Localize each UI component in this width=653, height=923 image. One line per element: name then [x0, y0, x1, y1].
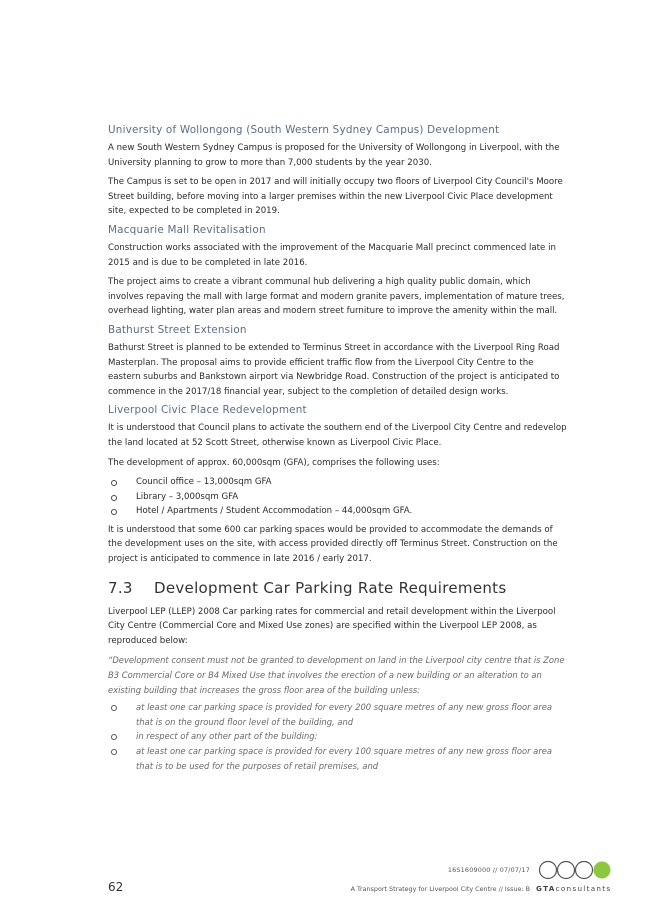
- civic-paragraph-3: It is understood that some 600 car parking spaces would be provided to accommodate the demands of the development uses on the site, with access provided directly off Terminus Street. Construction on the project is anticipated to commence in late 2016 / early 2017.: [108, 524, 558, 565]
- list-item: Library – 3,000sqm GFA: [108, 490, 568, 505]
- page-number: 62: [108, 880, 124, 894]
- logo-bold-text: GTA: [536, 884, 556, 893]
- bathurst-paragraph-1: Bathurst Street is planned to be extended to Terminus Street in accordance with the Liverpool Ring Road Masterplan. The proposal aims to provide efficient traffic flow from the Liverpool City Centre to the eastern suburbs and Bankstown airport via Newbridge Road. Construction of the project is anticipated to commence in the 2017/18 financial year, subject to the completion of detailed design works.: [108, 342, 560, 397]
- list-item: at least one car parking space is provided for every 100 square metres of any new gross floor area that is to be used for the purposes of retail premises, and: [108, 744, 568, 773]
- gta-consultants-logo: [536, 858, 618, 898]
- civic-paragraph-2: The development of approx. 60,000sqm (GFA), comprises the following uses:: [108, 457, 440, 468]
- macquarie-paragraph-2: The project aims to create a vibrant communal hub delivering a high quality public domain, which involves repaving the mall with large format and modern granite pavers, implementation of mature trees, overhead lighting, water plan areas and modern street furniture to improve the amenity within the mall.: [108, 277, 565, 317]
- uow-paragraph-1: A new South Western Sydney Campus is proposed for the University of Wollongong in Liverpool, with the University planning to grow to more than 7,000 students by the year 2030.: [108, 143, 560, 168]
- section-title: Development Car Parking Rate Requirements: [154, 578, 507, 597]
- civic-heading: Liverpool Civic Place Redevelopment: [108, 404, 307, 417]
- section-number: 7.3: [108, 578, 133, 597]
- logo-rest-text: consultants: [555, 884, 612, 893]
- document-reference: 16S1609000 // 07/07/17: [447, 866, 530, 874]
- list-item: at least one car parking space is provided for every 200 square metres of any new gross floor area that is on the ground floor level of the building, and: [108, 700, 568, 729]
- uow-heading: University of Wollongong (South Western Sydney Campus) Development: [108, 124, 500, 136]
- lep-quote: “Development consent must not be granted to development on land in the Liverpool city centre that is Zone B3 Commercial Core or B4 Mixed Use that involves the erection of a new building or an alteration to an existing building that increases the gross floor area of the building unless:: [108, 655, 565, 695]
- macquarie-paragraph-1: Construction works associated with the improvement of the Macquarie Mall precinct commenced late in 2015 and is due to be completed in late 2016.: [108, 242, 556, 268]
- document-title: A Transport Strategy for Liverpool City Centre // Issue: B: [350, 885, 530, 893]
- lep-quote-list: [108, 700, 568, 773]
- civic-paragraph-1: It is understood that Council plans to activate the southern end of the Liverpool City Centre and redevelop the land located at 52 Scott Street, otherwise known as Liverpool Civic Place.: [108, 423, 567, 448]
- uow-paragraph-2: The Campus is set to be open in 2017 and will initially occupy two floors of Liverpool City Council's Moore Street building, before moving into a larger premises within the new Liverpool Civic Place development site, expected to be completed in 2019.: [108, 177, 563, 217]
- logo-circles-icon: [536, 858, 618, 882]
- section-7-3-heading: [108, 579, 568, 597]
- page-content: [108, 124, 568, 773]
- list-item: Hotel / Apartments / Student Accommodation – 44,000sqm GFA.: [108, 504, 568, 519]
- list-item: Council office – 13,000sqm GFA: [108, 475, 568, 490]
- list-item: in respect of any other part of the building:: [108, 729, 568, 744]
- logo-wordmark: [536, 884, 618, 893]
- parking-paragraph-1: Liverpool LEP (LLEP) 2008 Car parking rates for commercial and retail development within the Liverpool City Centre (Commercial Core and Mixed Use zones) are specified within the Liverpool LEP 2008, as reproduced below:: [108, 606, 556, 646]
- bathurst-heading: Bathurst Street Extension: [108, 323, 247, 336]
- macquarie-heading: Macquarie Mall Revitalisation: [108, 223, 266, 236]
- civic-uses-list: [108, 475, 568, 519]
